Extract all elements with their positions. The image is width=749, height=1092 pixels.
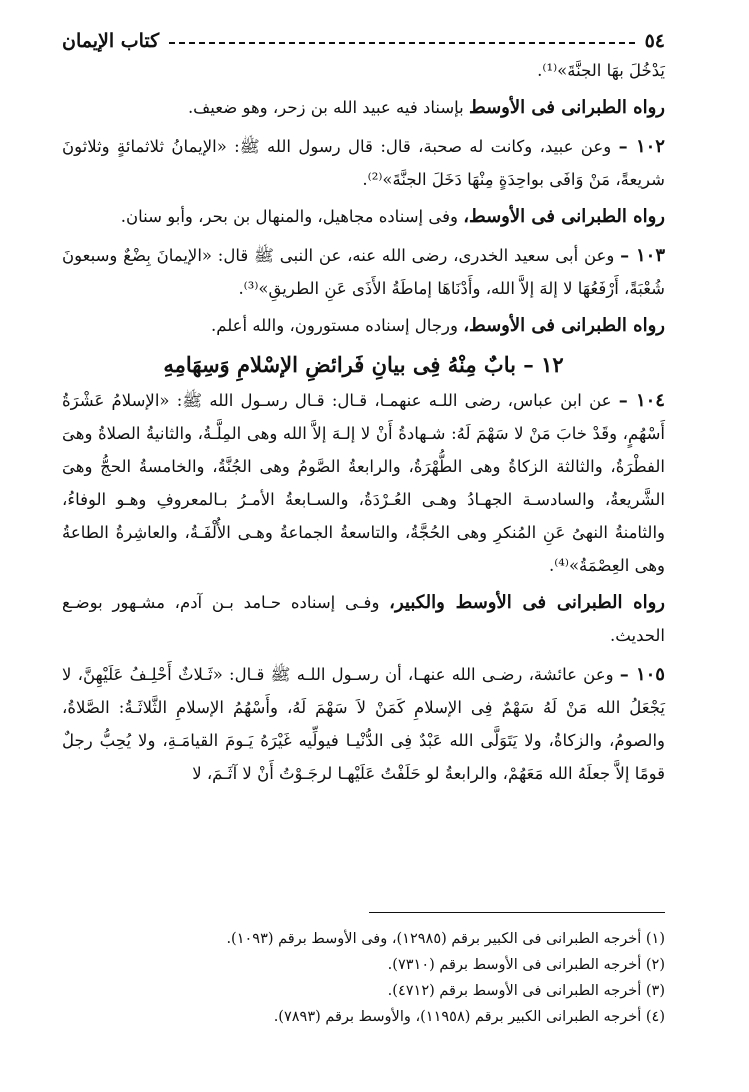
hadith-105 (62, 658, 665, 790)
source-note-3-text: ورجال إسناده مستورون، والله أعلم. (210, 316, 464, 335)
source-note-3-bold: رواه الطبرانى فى الأوسط، (463, 315, 665, 336)
hadith-102 (62, 130, 665, 196)
source-note-2-text: وفى إسناده مجاهيل، والمنهال بن بحر، وأبو سنان. (120, 207, 464, 226)
source-note-4-bold: رواه الطبرانى فى الأوسط والكبير، (389, 592, 666, 613)
source-note-2 (62, 200, 665, 233)
source-note-1-bold: رواه الطبرانى فى الأوسط (469, 97, 665, 118)
chapter-heading: ١٢ – بابٌ مِنْهُ فِى بيانِ فَرائضِ الإسْلامِ وَسِهَامِهِ (163, 352, 564, 377)
hadith-105-number: ١٠٥ – (619, 664, 665, 685)
source-note-4 (62, 586, 665, 652)
book-title: كتاب الإيمان (62, 30, 160, 52)
footnote-4: (٤) أخرجه الطبرانى الكبير برقم (١١٩٥٨)، والأوسط برقم (٧٨٩٣). (273, 1009, 665, 1025)
hadith-104-text: عن ابن عباس، رضى اللـه عنهمـا، قـال: قـال رسـول الله ﷺ: «الإسلامُ عَشْرَةُ أَسْهُمٍ، وقَدْ خابَ مَنْ لا سَهْمَ لَهُ: شـهادةُ أَنْ لا إلـهَ إلاَّ الله وهى المِلَّـةُ، والثانيةُ الصلاةُ وهىَ الفطْرَةُ، والثالثة الزكاةُ وهى الطُّهْرَةُ، والرابعةُ الصَّومُ وهى الجُنَّةُ، والخامسةُ الحجُّ وهىَ الشَّريعةُ، والسادسـة الجهـادُ وهـى العُـرْدَةُ، والسـابعةُ الأمـرُ بـالمعروفِ وهـو الوفاءُ، والثامنةُ النهىُ عَنِ المُنكرِ وهى الحُجَّةُ، والتاسعةُ الجماعةُ وهـى الأُلْفَـةُ، والعاشِرةُ الطاعةُ وهى العِصْمَةُ»⁽⁴⁾. (62, 391, 665, 575)
footnote-3: (٣) أخرجه الطبرانى فى الأوسط برقم (٤٧١٢). (387, 983, 665, 999)
source-note-1-text: بإسناد فيه عبيد الله بن زحر، وهو ضعيف. (187, 98, 470, 117)
footnote-divider (369, 912, 665, 913)
page-body (62, 54, 665, 790)
page-number: ٥٤ (644, 30, 665, 52)
source-note-2-bold: رواه الطبرانى فى الأوسط، (463, 206, 665, 227)
hadith-102-text: وعن عبيد، وكانت له صحبة، قال: قال رسول الله ﷺ: «الإيمانُ ثلاثمائةٍ وثلاثونَ شريعةً، مَنْ وَافَى بواحِدَةٍ مِنْهَا دَخَلَ الجنَّةَ»⁽²⁾. (62, 137, 665, 189)
footnote-1: (١) أخرجه الطبرانى فى الكبير برقم (١٢٩٨٥)، وفى الأوسط برقم (١٠٩٣). (226, 931, 665, 947)
footnotes (62, 926, 665, 1030)
hadith-104 (62, 384, 665, 582)
hadith-103 (62, 239, 665, 305)
source-note-1 (62, 91, 665, 124)
hadith-103-text: وعن أبى سعيد الخدرى، رضى الله عنه، عن النبى ﷺ قال: «الإيمانَ بِضْعٌ وسبعونَ شُعْبَةً، أَرْفَعُهَا لا إلهَ إلاَّ الله، وأَدْنَاهَا إماطَةُ الأَذَى عَنِ الطريقِ»⁽³⁾. (62, 246, 665, 298)
footnote-2: (٢) أخرجه الطبرانى فى الأوسط برقم (٧٣١٠). (387, 957, 665, 973)
hadith-103-number: ١٠٣ – (620, 245, 665, 266)
continuation-line: يَدْخُلَ بهَا الجنَّةَ»⁽¹⁾. (537, 61, 665, 80)
hadith-102-number: ١٠٢ – (618, 136, 665, 157)
hadith-105-text: وعن عائشة، رضـى الله عنهـا، أن رسـول اللـه ﷺ قـال: «ثَـلاثٌ أَحْلِـفُ عَلَيْهِنَّ، لا يَجْعَلُ الله مَنْ لَهُ سَهْمٌ فِى الإسلامِ كَمَنْ لاَ سَهْمَ لَهُ، وأَسْهُمُ الإسلامِ الثَّلاثَـةُ: الصَّلاةُ، والصومُ، والزكاةُ، ولا يَتَوَلَّى الله عَبْدٌ فِى الدُّنْيـا فيولِّيه غَيْرَهُ يَـومَ القيامَـةِ، ولا يُحِبُّ رجلٌ قومًا إلاَّ جعلَهُ الله مَعَهُمْ، والرابعةُ لو حَلَفْتُ عَلَيْهـا لرجَـوْتُ أَنْ لا آثَـمَ، لا (62, 665, 665, 783)
hadith-104-number: ١٠٤ – (618, 390, 665, 411)
page-header (62, 28, 665, 54)
source-note-4-text: وفـى إسناده حـامد بـن آدم، مشـهور بوضـع الحديث. (62, 593, 665, 645)
source-note-3 (62, 309, 665, 342)
header-rule (169, 42, 634, 44)
